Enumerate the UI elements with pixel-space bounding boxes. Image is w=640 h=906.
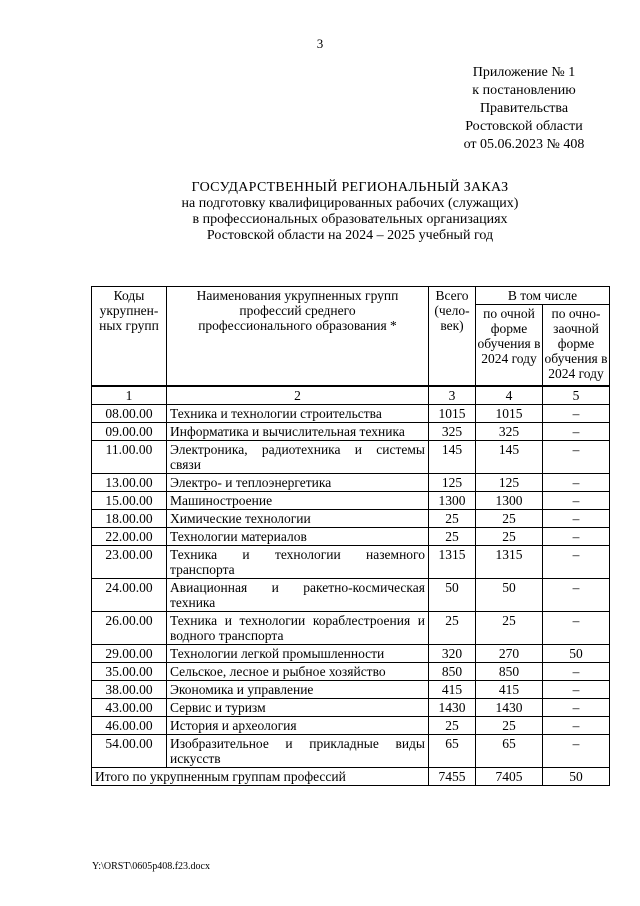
row-total: 1015 xyxy=(429,405,476,423)
row-total: 320 xyxy=(429,645,476,663)
row-parttime: – xyxy=(543,423,610,441)
row-code: 15.00.00 xyxy=(92,492,167,510)
table-row xyxy=(92,528,610,546)
row-code: 26.00.00 xyxy=(92,612,167,645)
row-parttime: 50 xyxy=(543,645,610,663)
row-parttime: – xyxy=(543,441,610,474)
title-line: на подготовку квалифицированных рабочих (служащих) xyxy=(181,196,519,211)
row-fulltime: 65 xyxy=(476,735,543,768)
row-parttime: – xyxy=(543,474,610,492)
row-name: Сельское, лесное и рыбное хозяйство xyxy=(167,663,429,681)
row-parttime: – xyxy=(543,528,610,546)
table-row xyxy=(92,474,610,492)
row-fulltime: 1315 xyxy=(476,546,543,579)
col-number: 2 xyxy=(167,386,429,405)
row-name: Техника и технологии строительства xyxy=(167,405,429,423)
row-fulltime: 25 xyxy=(476,510,543,528)
row-name: Экономика и управление xyxy=(167,681,429,699)
col-number: 5 xyxy=(543,386,610,405)
row-fulltime: 145 xyxy=(476,441,543,474)
row-name: Электро- и теплоэнергетика xyxy=(167,474,429,492)
row-fulltime: 1015 xyxy=(476,405,543,423)
appendix-line: к постановлению xyxy=(472,83,576,98)
row-name: Техника и технологии кораблестроения и водного транспорта xyxy=(167,612,429,645)
appendix-line: Ростовской области xyxy=(465,119,583,134)
header-total: Всего (чело-век) xyxy=(429,287,476,387)
table-row xyxy=(92,405,610,423)
row-total: 145 xyxy=(429,441,476,474)
table-row xyxy=(92,612,610,645)
header-including: В том числе xyxy=(476,287,610,305)
total-fulltime: 7405 xyxy=(476,768,543,786)
row-total: 25 xyxy=(429,612,476,645)
col-number: 1 xyxy=(92,386,167,405)
header-row xyxy=(92,287,610,305)
row-code: 43.00.00 xyxy=(92,699,167,717)
row-code: 11.00.00 xyxy=(92,441,167,474)
row-code: 13.00.00 xyxy=(92,474,167,492)
row-total: 125 xyxy=(429,474,476,492)
table-row xyxy=(92,699,610,717)
table-row xyxy=(92,423,610,441)
table-row xyxy=(92,492,610,510)
header-names: Наименования укрупненных групп профессий среднего профессионального образования * xyxy=(167,287,429,387)
row-name: Информатика и вычислительная техника xyxy=(167,423,429,441)
row-code: 09.00.00 xyxy=(92,423,167,441)
row-fulltime: 25 xyxy=(476,717,543,735)
row-fulltime: 25 xyxy=(476,528,543,546)
row-code: 08.00.00 xyxy=(92,405,167,423)
appendix-block xyxy=(430,64,618,154)
row-total: 325 xyxy=(429,423,476,441)
row-fulltime: 125 xyxy=(476,474,543,492)
row-fulltime: 1430 xyxy=(476,699,543,717)
table-row xyxy=(92,663,610,681)
row-total: 1430 xyxy=(429,699,476,717)
title-line: в профессиональных образовательных организациях xyxy=(192,212,508,227)
row-name: Сервис и туризм xyxy=(167,699,429,717)
row-fulltime: 325 xyxy=(476,423,543,441)
row-total: 65 xyxy=(429,735,476,768)
row-code: 24.00.00 xyxy=(92,579,167,612)
row-code: 35.00.00 xyxy=(92,663,167,681)
row-total: 25 xyxy=(429,717,476,735)
row-total: 850 xyxy=(429,663,476,681)
appendix-line: Приложение № 1 xyxy=(472,65,576,80)
title-line: Ростовской области на 2024 – 2025 учебный год xyxy=(206,228,494,243)
row-parttime: – xyxy=(543,735,610,768)
order-table xyxy=(91,286,610,786)
row-code: 54.00.00 xyxy=(92,735,167,768)
table-row xyxy=(92,717,610,735)
row-name: История и археология xyxy=(167,717,429,735)
row-name: Изобразительное и прикладные виды искусств xyxy=(167,735,429,768)
file-path-footer: Y:\ORST\0605p408.f23.docx xyxy=(92,861,210,872)
row-code: 29.00.00 xyxy=(92,645,167,663)
row-total: 25 xyxy=(429,510,476,528)
header-parttime: по очно-заочной форме обучения в 2024 году xyxy=(543,305,610,387)
row-parttime: – xyxy=(543,717,610,735)
row-code: 46.00.00 xyxy=(92,717,167,735)
row-parttime: – xyxy=(543,405,610,423)
header-fulltime: по очной форме обучения в 2024 году xyxy=(476,305,543,387)
row-total: 50 xyxy=(429,579,476,612)
row-fulltime: 50 xyxy=(476,579,543,612)
row-parttime: – xyxy=(543,510,610,528)
row-total: 415 xyxy=(429,681,476,699)
row-name: Технологии легкой промышленности xyxy=(167,645,429,663)
total-label: Итого по укрупненным группам профессий xyxy=(92,768,429,786)
table-row xyxy=(92,441,610,474)
row-name: Машиностроение xyxy=(167,492,429,510)
table-row xyxy=(92,546,610,579)
row-name: Техника и технологии наземного транспорта xyxy=(167,546,429,579)
row-fulltime: 270 xyxy=(476,645,543,663)
appendix-line: от 05.06.2023 № 408 xyxy=(463,137,585,152)
row-fulltime: 25 xyxy=(476,612,543,645)
table-row xyxy=(92,645,610,663)
row-code: 22.00.00 xyxy=(92,528,167,546)
page-number: 3 xyxy=(316,36,324,51)
table-row xyxy=(92,579,610,612)
total-parttime: 50 xyxy=(543,768,610,786)
row-parttime: – xyxy=(543,579,610,612)
table-row xyxy=(92,735,610,768)
row-fulltime: 1300 xyxy=(476,492,543,510)
title-line: ГОСУДАРСТВЕННЫЙ РЕГИОНАЛЬНЫЙ ЗАКАЗ xyxy=(191,180,509,195)
row-parttime: – xyxy=(543,492,610,510)
row-code: 23.00.00 xyxy=(92,546,167,579)
row-name: Авиационная и ракетно-космическая техника xyxy=(167,579,429,612)
table-row xyxy=(92,681,610,699)
total-row xyxy=(92,768,610,786)
column-number-row xyxy=(92,386,610,405)
row-name: Химические технологии xyxy=(167,510,429,528)
row-name: Электроника, радиотехника и системы связи xyxy=(167,441,429,474)
row-code: 38.00.00 xyxy=(92,681,167,699)
row-total: 1315 xyxy=(429,546,476,579)
header-codes: Коды укрупнен-ных групп xyxy=(92,287,167,387)
col-number: 4 xyxy=(476,386,543,405)
row-code: 18.00.00 xyxy=(92,510,167,528)
row-total: 25 xyxy=(429,528,476,546)
document-title xyxy=(0,180,640,244)
row-parttime: – xyxy=(543,546,610,579)
total-sum: 7455 xyxy=(429,768,476,786)
row-fulltime: 415 xyxy=(476,681,543,699)
row-parttime: – xyxy=(543,612,610,645)
row-parttime: – xyxy=(543,681,610,699)
table-row xyxy=(92,510,610,528)
row-total: 1300 xyxy=(429,492,476,510)
row-parttime: – xyxy=(543,699,610,717)
appendix-line: Правительства xyxy=(479,101,569,116)
row-fulltime: 850 xyxy=(476,663,543,681)
row-parttime: – xyxy=(543,663,610,681)
row-name: Технологии материалов xyxy=(167,528,429,546)
col-number: 3 xyxy=(429,386,476,405)
